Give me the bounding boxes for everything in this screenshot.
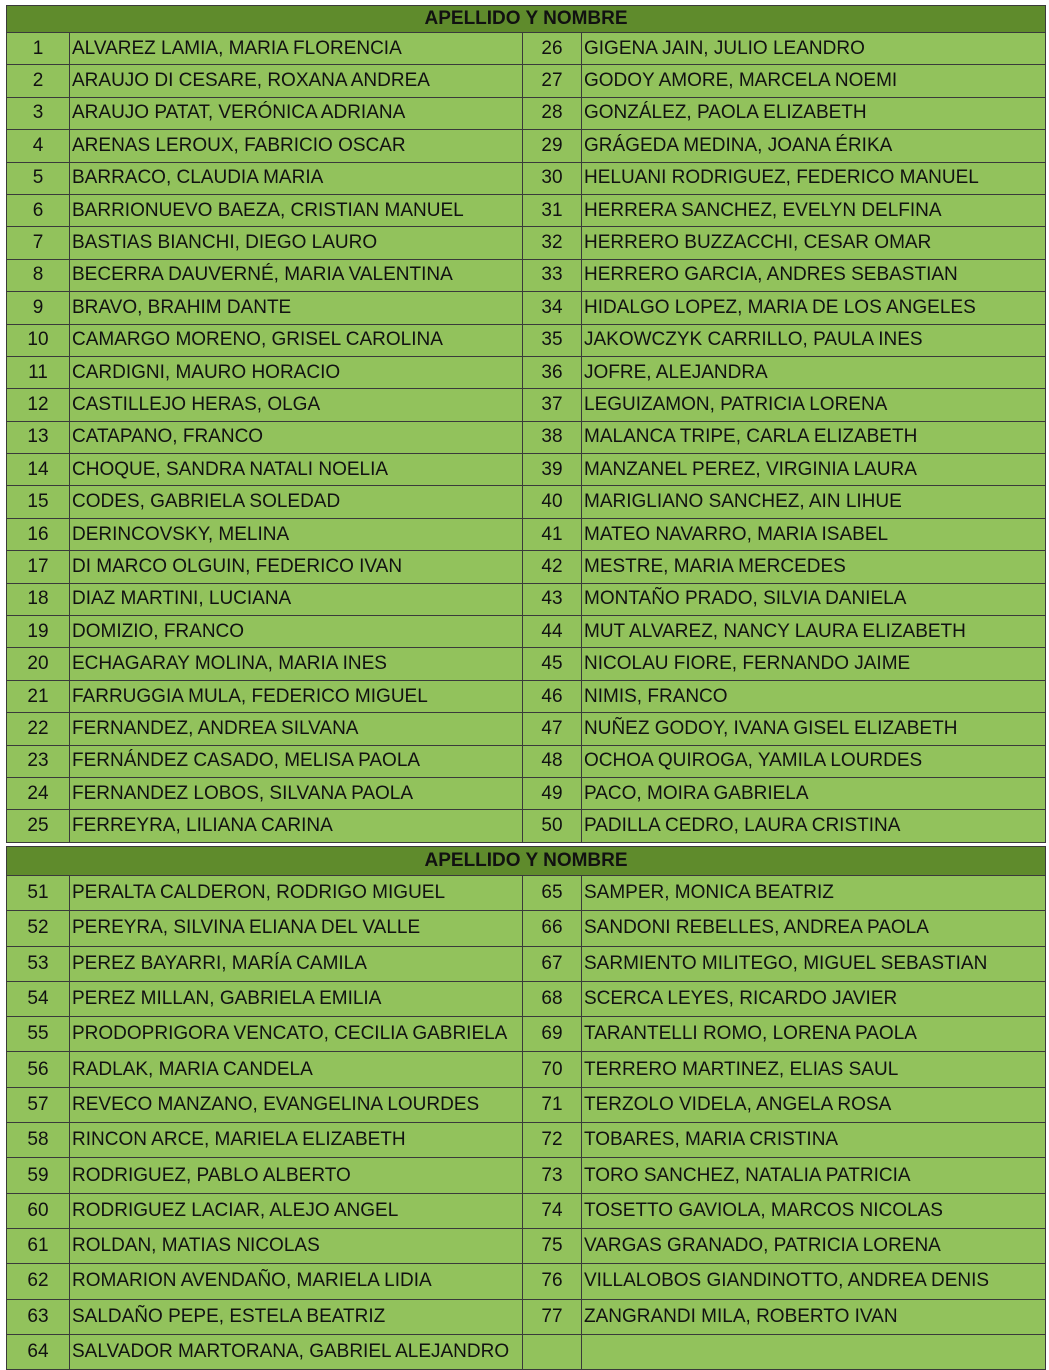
table-row [7,389,1046,421]
row-name: GIGENA JAIN, JULIO LEANDRO [582,33,1046,65]
row-number: 47 [523,713,582,745]
table-row [7,1123,1046,1158]
row-name: ALVAREZ LAMIA, MARIA FLORENCIA [70,33,523,65]
table-row [7,1087,1046,1122]
row-number: 58 [7,1123,70,1158]
row-number: 24 [7,777,70,809]
table-row [7,162,1046,194]
row-name: HELUANI RODRIGUEZ, FEDERICO MANUEL [582,162,1046,194]
row-number: 12 [7,389,70,421]
roster-table-1 [6,5,1046,843]
row-number: 62 [7,1264,70,1299]
row-number: 14 [7,454,70,486]
row-name: SARMIENTO MILITEGO, MIGUEL SEBASTIAN [582,946,1046,981]
row-number: 72 [523,1123,582,1158]
table-row [7,259,1046,291]
roster-body-1 [7,33,1046,843]
row-name: NIMIS, FRANCO [582,680,1046,712]
row-number: 57 [7,1087,70,1122]
row-number: 68 [523,981,582,1016]
table-row [7,1228,1046,1263]
row-name: FERREYRA, LILIANA CARINA [70,810,523,842]
row-name: REVECO MANZANO, EVANGELINA LOURDES [70,1087,523,1122]
row-number: 25 [7,810,70,842]
row-name: PACO, MOIRA GABRIELA [582,777,1046,809]
row-name: TOBARES, MARIA CRISTINA [582,1123,1046,1158]
row-number: 22 [7,713,70,745]
row-name: JOFRE, ALEJANDRA [582,356,1046,388]
row-number: 11 [7,356,70,388]
row-number: 28 [523,97,582,129]
row-number: 32 [523,227,582,259]
row-name: ECHAGARAY MOLINA, MARIA INES [70,648,523,680]
row-name: TOSETTO GAVIOLA, MARCOS NICOLAS [582,1193,1046,1228]
row-name: CODES, GABRIELA SOLEDAD [70,486,523,518]
row-name: PEREYRA, SILVINA ELIANA DEL VALLE [70,911,523,946]
row-number: 13 [7,421,70,453]
row-name: HERRERO GARCIA, ANDRES SEBASTIAN [582,259,1046,291]
row-number: 74 [523,1193,582,1228]
row-name: FERNANDEZ LOBOS, SILVANA PAOLA [70,777,523,809]
row-number: 73 [523,1158,582,1193]
row-name: MESTRE, MARIA MERCEDES [582,551,1046,583]
row-name: DIAZ MARTINI, LUCIANA [70,583,523,615]
row-name: SALVADOR MARTORANA, GABRIEL ALEJANDRO [70,1334,523,1369]
row-number: 19 [7,616,70,648]
row-number: 50 [523,810,582,842]
row-number: 75 [523,1228,582,1263]
table-row [7,1017,1046,1052]
row-number: 51 [7,876,70,911]
table-row [7,616,1046,648]
table-header: APELLIDO Y NOMBRE [7,847,1046,876]
row-number: 41 [523,518,582,550]
row-name: ROLDAN, MATIAS NICOLAS [70,1228,523,1263]
row-number: 1 [7,33,70,65]
table-row [7,1334,1046,1369]
row-number: 31 [523,194,582,226]
table-row [7,97,1046,129]
row-name: BARRIONUEVO BAEZA, CRISTIAN MANUEL [70,194,523,226]
table-row [7,810,1046,842]
row-number: 26 [523,33,582,65]
table-row [7,713,1046,745]
row-number: 67 [523,946,582,981]
table-row [7,1299,1046,1334]
row-number: 65 [523,876,582,911]
table-row [7,1193,1046,1228]
table-row [7,1158,1046,1193]
row-name: GODOY AMORE, MARCELA NOEMI [582,65,1046,97]
row-number: 2 [7,65,70,97]
row-name: SAMPER, MONICA BEATRIZ [582,876,1046,911]
row-number: 36 [523,356,582,388]
row-number: 5 [7,162,70,194]
row-number: 46 [523,680,582,712]
table-row [7,648,1046,680]
row-name: SANDONI REBELLES, ANDREA PAOLA [582,911,1046,946]
roster-body-2 [7,876,1046,1370]
row-number: 35 [523,324,582,356]
table-row [7,227,1046,259]
table-row [7,65,1046,97]
table-row [7,680,1046,712]
row-name: BASTIAS BIANCHI, DIEGO LAURO [70,227,523,259]
row-number: 34 [523,292,582,324]
row-number: 27 [523,65,582,97]
row-name: SALDAÑO PEPE, ESTELA BEATRIZ [70,1299,523,1334]
row-name: TERRERO MARTINEZ, ELIAS SAUL [582,1052,1046,1087]
row-number: 45 [523,648,582,680]
row-number: 20 [7,648,70,680]
row-name: NUÑEZ GODOY, IVANA GISEL ELIZABETH [582,713,1046,745]
row-name: NICOLAU FIORE, FERNANDO JAIME [582,648,1046,680]
row-number: 4 [7,130,70,162]
row-name: OCHOA QUIROGA, YAMILA LOURDES [582,745,1046,777]
table-row [7,583,1046,615]
row-name: DI MARCO OLGUIN, FEDERICO IVAN [70,551,523,583]
row-name: RODRIGUEZ, PABLO ALBERTO [70,1158,523,1193]
row-number: 61 [7,1228,70,1263]
row-name: MUT ALVAREZ, NANCY LAURA ELIZABETH [582,616,1046,648]
table-row [7,551,1046,583]
table-row [7,454,1046,486]
row-name: GONZÁLEZ, PAOLA ELIZABETH [582,97,1046,129]
row-number: 52 [7,911,70,946]
row-number: 48 [523,745,582,777]
row-number: 17 [7,551,70,583]
row-name: DOMIZIO, FRANCO [70,616,523,648]
row-name: HERRERA SANCHEZ, EVELYN DELFINA [582,194,1046,226]
table-row [7,33,1046,65]
row-name: PEREZ BAYARRI, MARÍA CAMILA [70,946,523,981]
row-name: BARRACO, CLAUDIA MARIA [70,162,523,194]
row-name: BRAVO, BRAHIM DANTE [70,292,523,324]
row-name: PADILLA CEDRO, LAURA CRISTINA [582,810,1046,842]
row-name: LEGUIZAMON, PATRICIA LORENA [582,389,1046,421]
table-row [7,1052,1046,1087]
row-number: 21 [7,680,70,712]
row-name: MATEO NAVARRO, MARIA ISABEL [582,518,1046,550]
row-number: 9 [7,292,70,324]
row-name: RADLAK, MARIA CANDELA [70,1052,523,1087]
row-name: MARIGLIANO SANCHEZ, AIN LIHUE [582,486,1046,518]
row-number: 8 [7,259,70,291]
table-row [7,421,1046,453]
row-number: 77 [523,1299,582,1334]
row-number: 44 [523,616,582,648]
row-name: BECERRA DAUVERNÉ, MARIA VALENTINA [70,259,523,291]
row-name: RINCON ARCE, MARIELA ELIZABETH [70,1123,523,1158]
row-name: TERZOLO VIDELA, ANGELA ROSA [582,1087,1046,1122]
row-number: 3 [7,97,70,129]
row-number: 49 [523,777,582,809]
row-name: FARRUGGIA MULA, FEDERICO MIGUEL [70,680,523,712]
row-name: ZANGRANDI MILA, ROBERTO IVAN [582,1299,1046,1334]
row-name: CHOQUE, SANDRA NATALI NOELIA [70,454,523,486]
row-name: MANZANEL PEREZ, VIRGINIA LAURA [582,454,1046,486]
table-row [7,911,1046,946]
row-name: PEREZ MILLAN, GABRIELA EMILIA [70,981,523,1016]
row-name: ARAUJO PATAT, VERÓNICA ADRIANA [70,97,523,129]
row-name: CASTILLEJO HERAS, OLGA [70,389,523,421]
row-name: MONTAÑO PRADO, SILVIA DANIELA [582,583,1046,615]
row-name: PRODOPRIGORA VENCATO, CECILIA GABRIELA [70,1017,523,1052]
row-number: 54 [7,981,70,1016]
row-name: CATAPANO, FRANCO [70,421,523,453]
row-name: ARAUJO DI CESARE, ROXANA ANDREA [70,65,523,97]
row-number: 56 [7,1052,70,1087]
row-number: 42 [523,551,582,583]
row-name: RODRIGUEZ LACIAR, ALEJO ANGEL [70,1193,523,1228]
row-number: 15 [7,486,70,518]
row-number: 10 [7,324,70,356]
table-row [7,777,1046,809]
table-row [7,194,1046,226]
table-row [7,518,1046,550]
row-number: 76 [523,1264,582,1299]
row-number: 39 [523,454,582,486]
row-name: DERINCOVSKY, MELINA [70,518,523,550]
row-number: 43 [523,583,582,615]
row-number: 66 [523,911,582,946]
row-number: 7 [7,227,70,259]
row-name: TORO SANCHEZ, NATALIA PATRICIA [582,1158,1046,1193]
row-name: HERRERO BUZZACCHI, CESAR OMAR [582,227,1046,259]
row-name: VILLALOBOS GIANDINOTTO, ANDREA DENIS [582,1264,1046,1299]
row-name: SCERCA LEYES, RICARDO JAVIER [582,981,1046,1016]
row-number: 53 [7,946,70,981]
row-number: 38 [523,421,582,453]
row-name: TARANTELLI ROMO, LORENA PAOLA [582,1017,1046,1052]
table-row [7,130,1046,162]
row-number: 69 [523,1017,582,1052]
row-name: FERNANDEZ, ANDREA SILVANA [70,713,523,745]
row-number: 60 [7,1193,70,1228]
row-name: JAKOWCZYK CARRILLO, PAULA INES [582,324,1046,356]
table-row [7,946,1046,981]
row-name: VARGAS GRANADO, PATRICIA LORENA [582,1228,1046,1263]
row-number: 59 [7,1158,70,1193]
row-number: 23 [7,745,70,777]
table-row [7,981,1046,1016]
row-name: GRÁGEDA MEDINA, JOANA ÉRIKA [582,130,1046,162]
table-row [7,1264,1046,1299]
table-row [7,745,1046,777]
row-number: 40 [523,486,582,518]
row-number: 30 [523,162,582,194]
row-number: 71 [523,1087,582,1122]
roster-table-2 [6,846,1046,1370]
row-number: 55 [7,1017,70,1052]
table-row [7,292,1046,324]
row-number: 64 [7,1334,70,1369]
row-name: ROMARION AVENDAÑO, MARIELA LIDIA [70,1264,523,1299]
table-row [7,486,1046,518]
row-number [523,1334,582,1369]
row-name: HIDALGO LOPEZ, MARIA DE LOS ANGELES [582,292,1046,324]
row-number: 16 [7,518,70,550]
row-number: 37 [523,389,582,421]
table-row [7,324,1046,356]
table-row [7,876,1046,911]
row-name: PERALTA CALDERON, RODRIGO MIGUEL [70,876,523,911]
row-number: 6 [7,194,70,226]
row-name: CARDIGNI, MAURO HORACIO [70,356,523,388]
row-name: CAMARGO MORENO, GRISEL CAROLINA [70,324,523,356]
row-number: 33 [523,259,582,291]
row-name [582,1334,1046,1369]
row-name: FERNÁNDEZ CASADO, MELISA PAOLA [70,745,523,777]
row-number: 70 [523,1052,582,1087]
table-row [7,356,1046,388]
row-number: 18 [7,583,70,615]
row-name: MALANCA TRIPE, CARLA ELIZABETH [582,421,1046,453]
row-number: 63 [7,1299,70,1334]
row-number: 29 [523,130,582,162]
row-name: ARENAS LEROUX, FABRICIO OSCAR [70,130,523,162]
table-header: APELLIDO Y NOMBRE [7,6,1046,33]
